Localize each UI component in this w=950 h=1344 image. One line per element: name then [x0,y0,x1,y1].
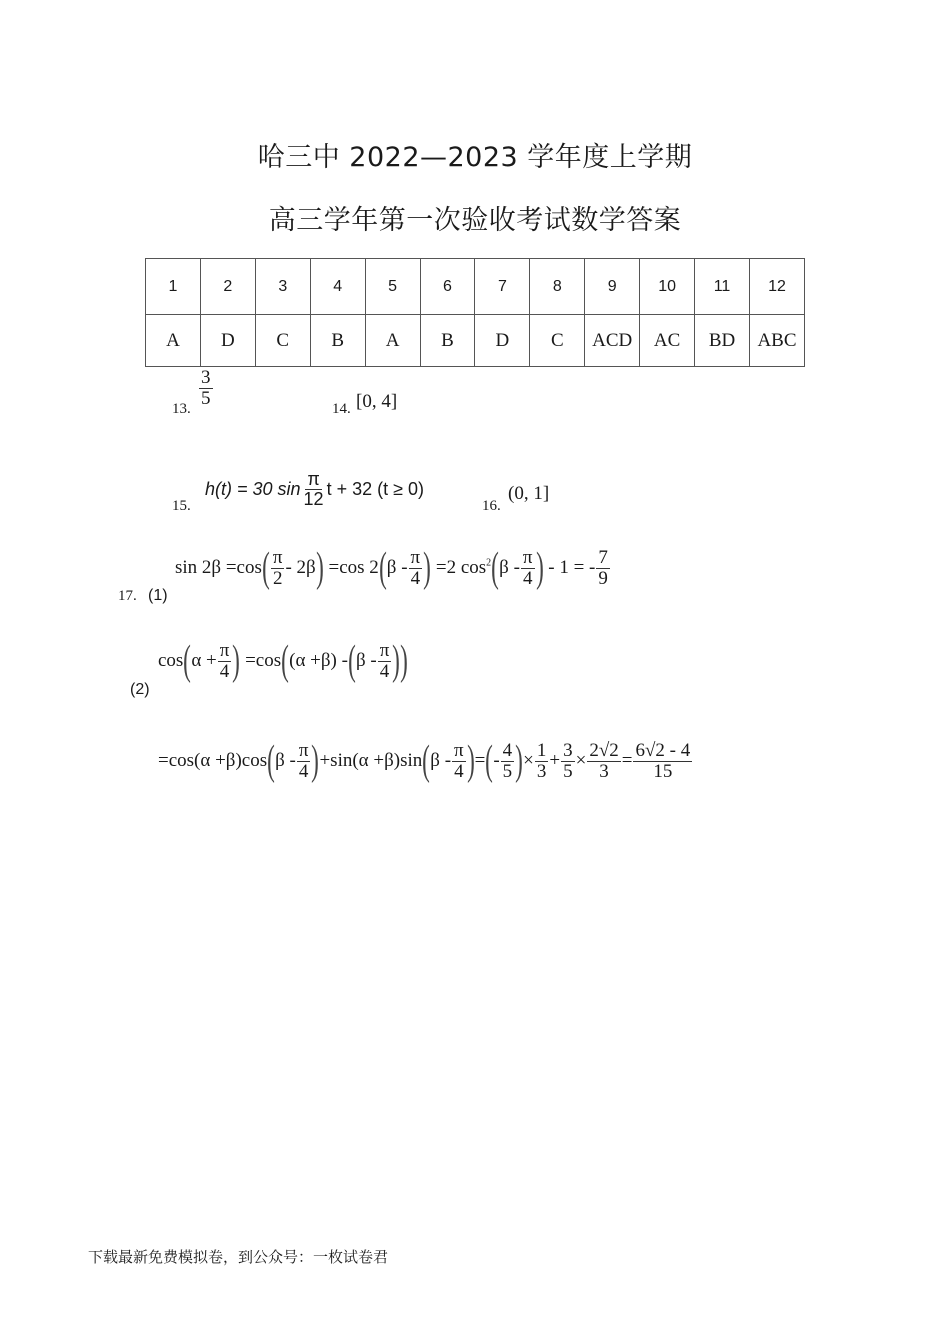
q13-label: 13. [172,401,191,417]
answer-cell: C [255,315,310,367]
q17-part2-label: (2) [130,681,150,698]
question-number: 2 [200,259,255,315]
answer-cell: D [475,315,530,367]
q15-lhs: h(t) = 30 sin [205,478,301,499]
answer-cell: B [310,315,365,367]
answer-cell: BD [695,315,750,367]
answer-cell: AC [640,315,695,367]
question-number: 9 [585,259,640,315]
question-number: 4 [310,259,365,315]
question-number: 6 [420,259,475,315]
q13-numerator: 3 [201,367,211,388]
q15-frac-num: π [307,469,320,489]
q17-part1-label: (1) [148,587,168,604]
title-line-1: 哈三中 2022—2023 学年度上学期 [257,142,693,173]
q14-answer: [0, 4] [356,391,398,412]
answer-cell: A [365,315,420,367]
q13-denominator: 5 [201,387,211,409]
answer-cell: B [420,315,475,367]
question-number: 11 [695,259,750,315]
q17-part1-equation: sin 2β =cos ( $\frac{\pi}{2}$ - 2β ) =cos 2 ( β - $\frac{\pi}{4}$ ) =2 $\cos^2$ ( β - $\frac{\pi}{4}$ ) - 1 = - $\frac{7}{9}$ [175,545,608,591]
answer-cell: C [530,315,585,367]
question-number: 7 [475,259,530,315]
q16-label: 16. [482,498,501,514]
question-number: 3 [255,259,310,315]
answer-cell: ABC [749,315,804,367]
answer-cell: D [200,315,255,367]
question-number: 5 [365,259,420,315]
q16-answer: (0, 1] [508,483,550,504]
q15-answer [205,470,424,509]
q17-part2-equation-line2: =cos(α +β)cos ( β - $\frac{\pi}{4}$ ) +sin(α +β)sin ( β - $\frac{\pi}{4}$ ) = ( - $\frac{4}{5}$ ) × $\frac{1}{3}$ + $\frac{3}{5}$ × $\frac{2√2}{3}$ = $\frac{6√2 - 4}{15}$ [158,738,691,784]
title-line-2: 高三学年第一次验收考试数学答案 [268,205,682,236]
q17-part2-equation-line1: cos ( α + $\frac{\pi}{4}$ ) =cos ( (α +β) - ( β - $\frac{\pi}{4}$ ) ) [158,638,409,684]
question-number: 1 [146,259,201,315]
q15-rhs: t + 32 (t ≥ 0) [326,478,424,499]
q14-label: 14. [332,401,351,417]
q13-answer [198,368,214,409]
answer-table-answer-row [146,315,805,367]
answer-cell: ACD [585,315,640,367]
q15-label: 15. [172,498,191,514]
question-number: 8 [530,259,585,315]
q17-label: 17. [118,588,137,604]
answer-cell: A [146,315,201,367]
question-number: 10 [640,259,695,315]
answer-table [145,258,805,367]
footer-note: 下载最新免费模拟卷，到公众号：一枚试卷君 [88,1248,389,1266]
answer-table-number-row [146,259,805,315]
q15-frac-den: 12 [303,488,324,509]
question-number: 12 [749,259,804,315]
